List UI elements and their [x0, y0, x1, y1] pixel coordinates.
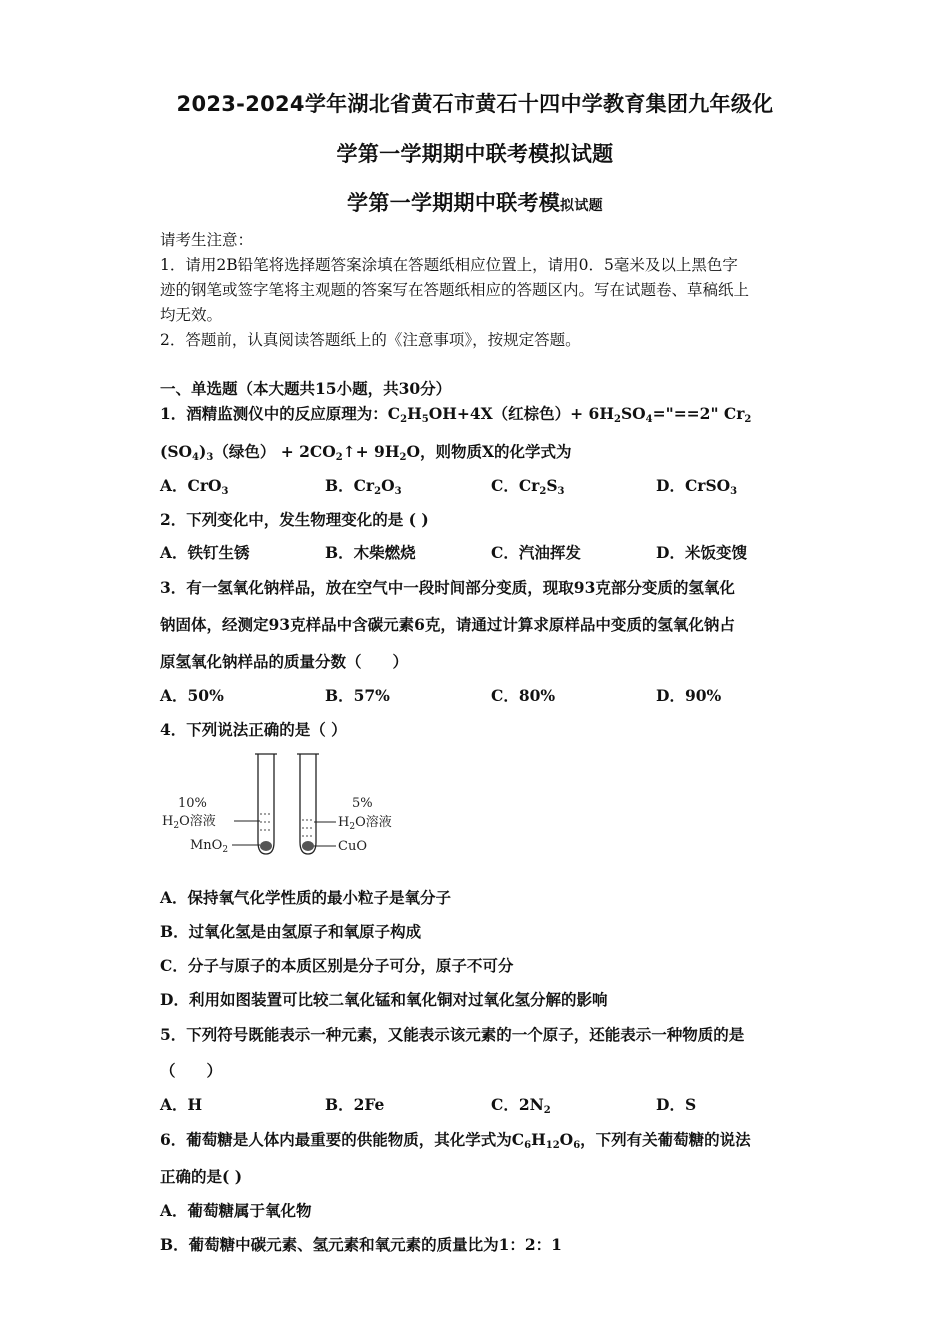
- exam-title-line-1: 2023-2024学年湖北省黄石市黄石十四中学教育集团九年级化: [176, 92, 774, 116]
- question-3-option-d[interactable]: D．90%: [656, 686, 722, 705]
- exam-title-line-2: 学第一学期期中联考模拟试题: [336, 142, 614, 166]
- question-1-option-b[interactable]: B．$Cr_2O_3$: [325, 476, 402, 497]
- question-3-line-1: 3．有一氢氧化钠样品，放在空气中一段时间部分变质，现取93克部分变质的氢氧化: [160, 578, 735, 597]
- notice-item-1-line-1: 1．请用2B铅笔将选择题答案涂填在答题纸相应位置上，请用0．5毫米及以上黑色字: [160, 256, 738, 274]
- question-1-line-1: 1．酒精监测仪中的反应原理为：$C_2H_5OH+4X$（红棕色）+ $6H_2SO_4="==2$" $Cr_2$: [160, 404, 752, 425]
- question-4-option-d[interactable]: D．利用如图装置可比较二氧化锰和氧化铜对过氧化氢分解的影响: [160, 990, 608, 1009]
- question-6-option-a[interactable]: A．葡萄糖属于氧化物: [160, 1201, 312, 1220]
- section-1-heading: 一、单选题（本大题共15小题，共30分）: [160, 379, 452, 398]
- question-3-option-b[interactable]: B．57%: [325, 686, 390, 705]
- question-5-line-2: （ ）: [160, 1061, 223, 1080]
- test-tube-diagram: [160, 750, 420, 865]
- question-4-option-a[interactable]: A．保持氧气化学性质的最小粒子是氧分子: [160, 888, 452, 907]
- question-3-option-a[interactable]: A．50%: [160, 686, 224, 705]
- right-catalyst-label: CuO: [338, 839, 367, 854]
- question-1-option-c[interactable]: C．$Cr_2S_3$: [491, 476, 565, 497]
- question-2-option-c[interactable]: C．汽油挥发: [491, 543, 581, 562]
- question-5-option-c[interactable]: C．$2N_2$: [491, 1095, 551, 1116]
- notice-heading: 请考生注意：: [160, 231, 254, 249]
- question-4-option-c[interactable]: C．分子与原子的本质区别是分子可分，原子不可分: [160, 956, 514, 975]
- question-1-line-2: $(SO_4)_3$（绿色） + $2CO_2↑+ 9H_2O$，则物质X的化学式为: [160, 442, 572, 463]
- notice-item-2: 2．答题前，认真阅读答题纸上的《注意事项》，按规定答题。: [160, 331, 581, 349]
- question-3-line-3: 原氢氧化钠样品的质量分数（ ）: [160, 652, 409, 671]
- question-4-option-b[interactable]: B．过氧化氢是由氢原子和氧原子构成: [160, 922, 422, 941]
- right-solution-label: $H_2O$溶液: [338, 815, 392, 832]
- right-concentration-label: 5%: [352, 796, 373, 811]
- notice-item-1-line-3: 均无效。: [160, 306, 223, 324]
- left-concentration-label: 10%: [178, 796, 207, 811]
- question-5-line-1: 5．下列符号既能表示一种元素，又能表示该元素的一个原子，还能表示一种物质的是: [160, 1025, 745, 1044]
- question-2-option-d[interactable]: D．米饭变馊: [656, 543, 747, 562]
- question-6-option-b[interactable]: B．葡萄糖中碳元素、氢元素和氧元素的质量比为1：2：1: [160, 1235, 562, 1254]
- question-5-option-a[interactable]: A．H: [160, 1095, 203, 1114]
- question-3-line-2: 钠固体，经测定93克样品中含碳元素6克，请通过计算求原样品中变质的氢氧化钠占: [160, 615, 735, 634]
- question-4-stem: 4．下列说法正确的是（ ）: [160, 720, 347, 739]
- question-1-option-a[interactable]: A．CrO$_3$: [160, 476, 229, 497]
- question-6-line-2: 正确的是( ): [160, 1167, 243, 1186]
- question-2-option-b[interactable]: B．木柴燃烧: [325, 543, 416, 562]
- question-2-stem: 2．下列变化中，发生物理变化的是 ( ): [160, 510, 429, 529]
- left-solution-label: $H_2O$溶液: [162, 814, 216, 831]
- left-test-tube: [255, 754, 277, 854]
- question-5-option-b[interactable]: B．2Fe: [325, 1095, 385, 1114]
- question-3-option-c[interactable]: C．80%: [491, 686, 556, 705]
- notice-item-1-line-2: 迹的钢笔或签字笔将主观题的答案写在答题纸相应的答题区内。写在试题卷、草稿纸上: [160, 281, 750, 299]
- question-1-option-d[interactable]: D．CrSO$_3$: [656, 476, 738, 497]
- left-catalyst-label: MnO$_2$: [190, 838, 229, 855]
- question-5-option-d[interactable]: D．S: [656, 1095, 697, 1114]
- question-2-option-a[interactable]: A．铁钉生锈: [160, 543, 250, 562]
- exam-title-line-3: 学第一学期期中联考模拟试题: [347, 191, 603, 215]
- right-test-tube: [297, 754, 319, 854]
- question-6-line-1: 6．葡萄糖是人体内最重要的供能物质，其化学式为$C_6H_{12}O_6$，下列有关葡萄糖的说法: [160, 1130, 751, 1151]
